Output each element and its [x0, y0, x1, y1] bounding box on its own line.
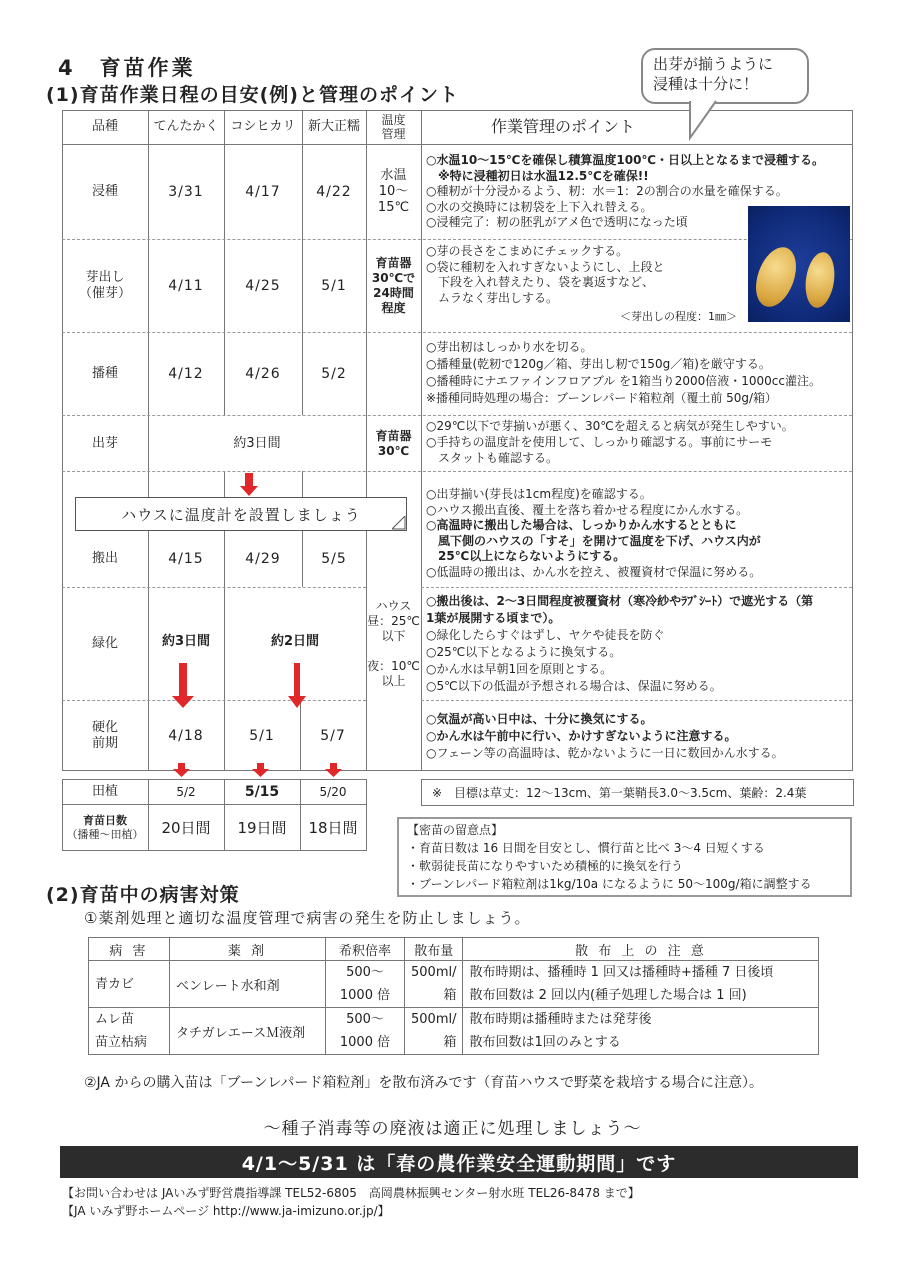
row-label-ryokka: 緑化 — [91, 636, 118, 651]
date-cell: 5/1 — [321, 278, 347, 294]
thermometer-banner: ハウスに温度計を設置しましょう — [75, 497, 407, 531]
photo-caption: ＜芽出しの程度：1㎜＞ — [620, 310, 737, 323]
date-cell: 4/26 — [245, 366, 281, 382]
caution-cell — [463, 961, 819, 1008]
purchased-seedling-note: ②JA からの購入苗は「ブーンレパード箱粒剤」を散布済みです（育苗ハウスで野菜を栽培する場合に注意）。 — [84, 1075, 764, 1091]
row-label-shutsuga: 出芽 — [91, 435, 118, 451]
note-line: ○低温時の搬出は、かん水を控え、被覆資材で保温に努める。 — [426, 564, 762, 579]
section-title: 4 育苗作業 — [58, 56, 196, 80]
bubble-line: 浸種は十分に！ — [653, 75, 759, 93]
temp-line: 以上 — [381, 674, 406, 688]
note-line: ○芽の長さをこまめにチェックする。 — [426, 244, 629, 258]
arrow-down-icon — [173, 763, 190, 777]
note-line: ○5℃以下の低温が予想される場合は、保温に努める。 — [426, 679, 722, 693]
safety-campaign-banner: 4/1～5/31 は「春の農作業安全運動期間」です — [60, 1146, 858, 1178]
date-cell: 3/31 — [168, 184, 204, 200]
header-tentakaku: てんたかく — [153, 119, 219, 134]
date-cell: 4/15 — [168, 550, 204, 567]
col-header: 薬 剤 — [170, 938, 326, 961]
caution-line: 散布時期は播種時または発芽後 — [469, 1012, 652, 1027]
temp-line: ハウス — [375, 599, 412, 613]
temp-line: 育苗器 — [375, 428, 412, 443]
waste-disposal-notice: ～種子消毒等の廃液は適正に処理しましょう～ — [263, 1119, 642, 1139]
disease-cell — [89, 1008, 170, 1055]
disease-subtitle: ①薬剤処理と適切な温度管理で病害の発生を防止しましょう。 — [84, 909, 531, 927]
note-line: ○浸種完了：籾の胚乳がアメ色で透明になった頃 — [426, 215, 688, 229]
col-header: 散布量 — [405, 938, 463, 961]
target-text: ※ 目標は草丈：12～13cm、第一葉鞘長3.0～3.5cm、葉齢：2.4葉 — [432, 786, 807, 800]
row-label-hashu: 播種 — [91, 366, 118, 381]
dilution-line: 500～ — [346, 965, 384, 980]
disease-cell — [89, 961, 170, 1008]
note-line: ○かん水は早朝1回を原則とする。 — [426, 662, 613, 676]
table-row — [89, 961, 819, 1008]
note-line: ○かん水は午前中に行い、かけすぎないように注意する。 — [426, 729, 737, 743]
row-label-shinshu: 浸種 — [91, 184, 118, 199]
disease-section-title: (2)育苗中の病害対策 — [46, 884, 240, 906]
temp-line: 水温 — [380, 168, 407, 183]
header-koshihikari: コシヒカリ — [230, 119, 296, 134]
date-cell: 4/12 — [168, 366, 204, 382]
note-line: 1葉が展開する頃まで）。 — [426, 611, 561, 625]
agent-cell: ベンレート水和剤 — [170, 961, 326, 1008]
table-row — [89, 1008, 819, 1055]
caution-line: 散布回数は 2 回以内(種子処理した場合は 1 回) — [469, 988, 747, 1003]
temp-line: 昼：25℃ — [367, 614, 420, 628]
days-cell: 19日間 — [237, 818, 287, 837]
notes-item: ・ブーンレパード箱粒剤は1kg/10a になるように 50～100g/箱に調整する — [407, 877, 812, 891]
temp-line: 15℃ — [377, 200, 410, 215]
contact-line: 【お問い合わせは JAいみず野営農指導課 TEL52-6805 高岡農林振興センター射水班 TEL26-8478 まで】 — [62, 1186, 640, 1200]
agent-cell: タチガレエースＭ液剤 — [170, 1008, 326, 1055]
note-line: ○種籾が十分浸かるよう、籾：水＝1：2の割合の水量を確保する。 — [426, 184, 788, 198]
note-line: ○気温が高い日中は、十分に換気にする。 — [426, 712, 653, 726]
note-line: ○播種時にナエファインフロアブル を1箱当り2000倍液・1000cc灌注。 — [426, 374, 821, 388]
header-temp-line: 温度 — [381, 113, 406, 127]
temp-line: 10～ — [378, 184, 409, 199]
disease-table — [88, 937, 819, 1055]
label-line: （催芽） — [78, 286, 131, 301]
dilution-cell — [326, 961, 405, 1008]
col-header: 希釈倍率 — [326, 938, 405, 961]
days-cell: 18日間 — [308, 818, 358, 837]
header-temp-line: 管理 — [381, 127, 406, 141]
amount-cell — [405, 1008, 463, 1055]
arrow-down-icon — [252, 763, 269, 777]
note-line: ○手持ちの温度計を使用して、しっかり確認する。事前にサーモ — [426, 435, 773, 449]
note-line: ○播種量(乾籾で120g／箱、芽出し籾で150g／箱)を厳守する。 — [426, 357, 771, 371]
temp-line: 以下 — [381, 629, 406, 643]
dilution-cell — [326, 1008, 405, 1055]
temp-line: 24時間 — [373, 286, 414, 300]
date-cell: 5/7 — [320, 727, 346, 744]
note-line: ○芽出籾はしっかり水を切る。 — [426, 340, 593, 354]
disease-name: ムレ苗 — [95, 1012, 135, 1027]
note-line: ○袋に種籾を入れすぎないようにし、上段と — [426, 259, 665, 274]
caution-cell — [463, 1008, 819, 1055]
col-header: 散 布 上 の 注 意 — [463, 938, 819, 961]
note-line: ○フェーン等の高温時は、乾かないように一日に数回かん水する。 — [426, 746, 784, 760]
table-header-row — [89, 938, 819, 961]
note-line: ※播種同時処理の場合：ブーンレパード箱粒剤（覆土前 50g/箱） — [426, 391, 778, 405]
temp-line: 30℃で — [371, 271, 416, 285]
subsection-title: (1)育苗作業日程の目安(例)と管理のポイント — [46, 84, 459, 106]
note-line: ○出芽揃い(芽長は1cm程度)を確認する。 — [426, 487, 652, 501]
note-line: ○高温時に搬出した場合は、しっかりかん水するとともに — [426, 518, 737, 532]
label-line: 育苗日数 — [83, 813, 127, 827]
arrow-down-icon — [240, 473, 258, 496]
row-label-hanshutsu: 搬出 — [91, 550, 118, 566]
note-line: 25℃以上にならないようにする。 — [426, 549, 626, 563]
date-cell: 5/15 — [244, 783, 280, 800]
amount-line: 箱 — [443, 988, 457, 1003]
date-cell: 4/18 — [168, 727, 204, 744]
homepage-link[interactable]: 【JA いみず野ホームページ http://www.ja-imizuno.or.jp/】 — [62, 1204, 390, 1218]
dilution-line: 1000 倍 — [339, 988, 391, 1003]
date-cell: 4/22 — [316, 184, 352, 200]
note-line: ○ハウス搬出直後、覆土を落ち着かせる程度にかん水する。 — [426, 502, 749, 517]
date-cell: 5/2 — [176, 784, 196, 799]
note-line: 風下側のハウスの「すそ」を開けて温度を下げ、ハウス内が — [426, 533, 761, 548]
dense-seedling-notes — [397, 817, 852, 897]
note-line: ○水温10～15℃を確保し積算温度100℃・日以上となるまで浸種する。 — [426, 153, 824, 167]
date-cell: 4/17 — [245, 184, 281, 200]
dilution-line: 500～ — [346, 1012, 384, 1027]
date-cell: 4/11 — [168, 278, 204, 294]
note-line: ムラなく芽出しする。 — [426, 290, 559, 305]
amount-line: 箱 — [443, 1035, 457, 1050]
date-cell: 5/20 — [319, 784, 347, 799]
date-cell: 5/2 — [321, 366, 347, 382]
bubble-line: 出芽が揃うように — [653, 55, 774, 73]
arrow-down-icon — [172, 663, 194, 708]
dilution-line: 1000 倍 — [339, 1035, 391, 1050]
notes-title: 【密苗の留意点】 — [407, 823, 504, 837]
date-cell: 5/1 — [249, 727, 275, 744]
row-label-taue: 田植 — [91, 783, 118, 799]
arrow-down-icon — [325, 763, 342, 777]
row-label-days — [62, 805, 148, 850]
amount-cell — [405, 961, 463, 1008]
header-variety: 品種 — [91, 119, 118, 134]
temp-line: 程度 — [381, 301, 406, 315]
note-line: ○水の交換時には籾袋を上下入れ替える。 — [426, 199, 653, 214]
note-line: ○25℃以下となるように換気する。 — [426, 645, 622, 659]
note-line: 下段を入れ替えたり、袋を裏返すなど、 — [426, 275, 655, 289]
label-line: （播種～田植） — [66, 827, 144, 841]
date-cell: 4/25 — [245, 278, 281, 294]
span-cell: 約3日間 — [233, 435, 281, 451]
arrow-down-icon — [288, 663, 306, 708]
disease-name: 苗立枯病 — [95, 1035, 148, 1050]
date-cell: 4/29 — [245, 550, 281, 567]
note-line: ※特に浸種初日は水温12.5℃を確保!! — [426, 168, 649, 183]
notes-item: ・軟弱徒長苗になりやすいため積極的に換気を行う — [407, 859, 684, 873]
date-cell: 5/5 — [321, 550, 347, 567]
span-cell: 約2日間 — [270, 634, 320, 649]
span-cell: 約3日間 — [161, 634, 211, 649]
temp-line: 30℃ — [377, 443, 410, 458]
header-shintaisho: 新大正糯 — [307, 119, 360, 134]
contact-info — [62, 1184, 640, 1220]
amount-line: 500ml/ — [411, 1012, 457, 1027]
caution-line: 散布回数は1回のみとする — [469, 1035, 621, 1050]
note-line: ○緑化したらすぐはずし、ヤケや徒長を防ぐ — [426, 628, 665, 642]
notes-item: ・育苗日数は 16 日間を目安とし、慣行苗と比べ 3～4 日短くする — [407, 841, 765, 855]
label-line: 芽出し — [85, 270, 125, 285]
label-line: 前期 — [91, 735, 118, 751]
label-line: 硬化 — [91, 719, 118, 735]
caution-line: 散布時期は、播種時 1 回又は播種時+播種 7 日後頃 — [469, 965, 774, 980]
note-line: スタットも確認する。 — [426, 451, 559, 465]
days-cell: 20日間 — [161, 818, 211, 837]
temp-line: 夜：10℃ — [367, 659, 420, 673]
note-line: ○搬出後は、2～3日間程度被覆資材（寒冷紗やﾗﾌﾞｼｰﾄ）で遮光する（第 — [426, 594, 814, 608]
note-line: ○29℃以下で芽揃いが悪く、30℃を超えると病気が発生しやすい。 — [426, 419, 794, 433]
amount-line: 500ml/ — [411, 965, 457, 980]
temp-line: 育苗器 — [375, 256, 412, 270]
header-points: 作業管理のポイント — [491, 117, 636, 136]
col-header: 病 害 — [89, 938, 170, 961]
disease-name: 青カビ — [95, 976, 135, 992]
